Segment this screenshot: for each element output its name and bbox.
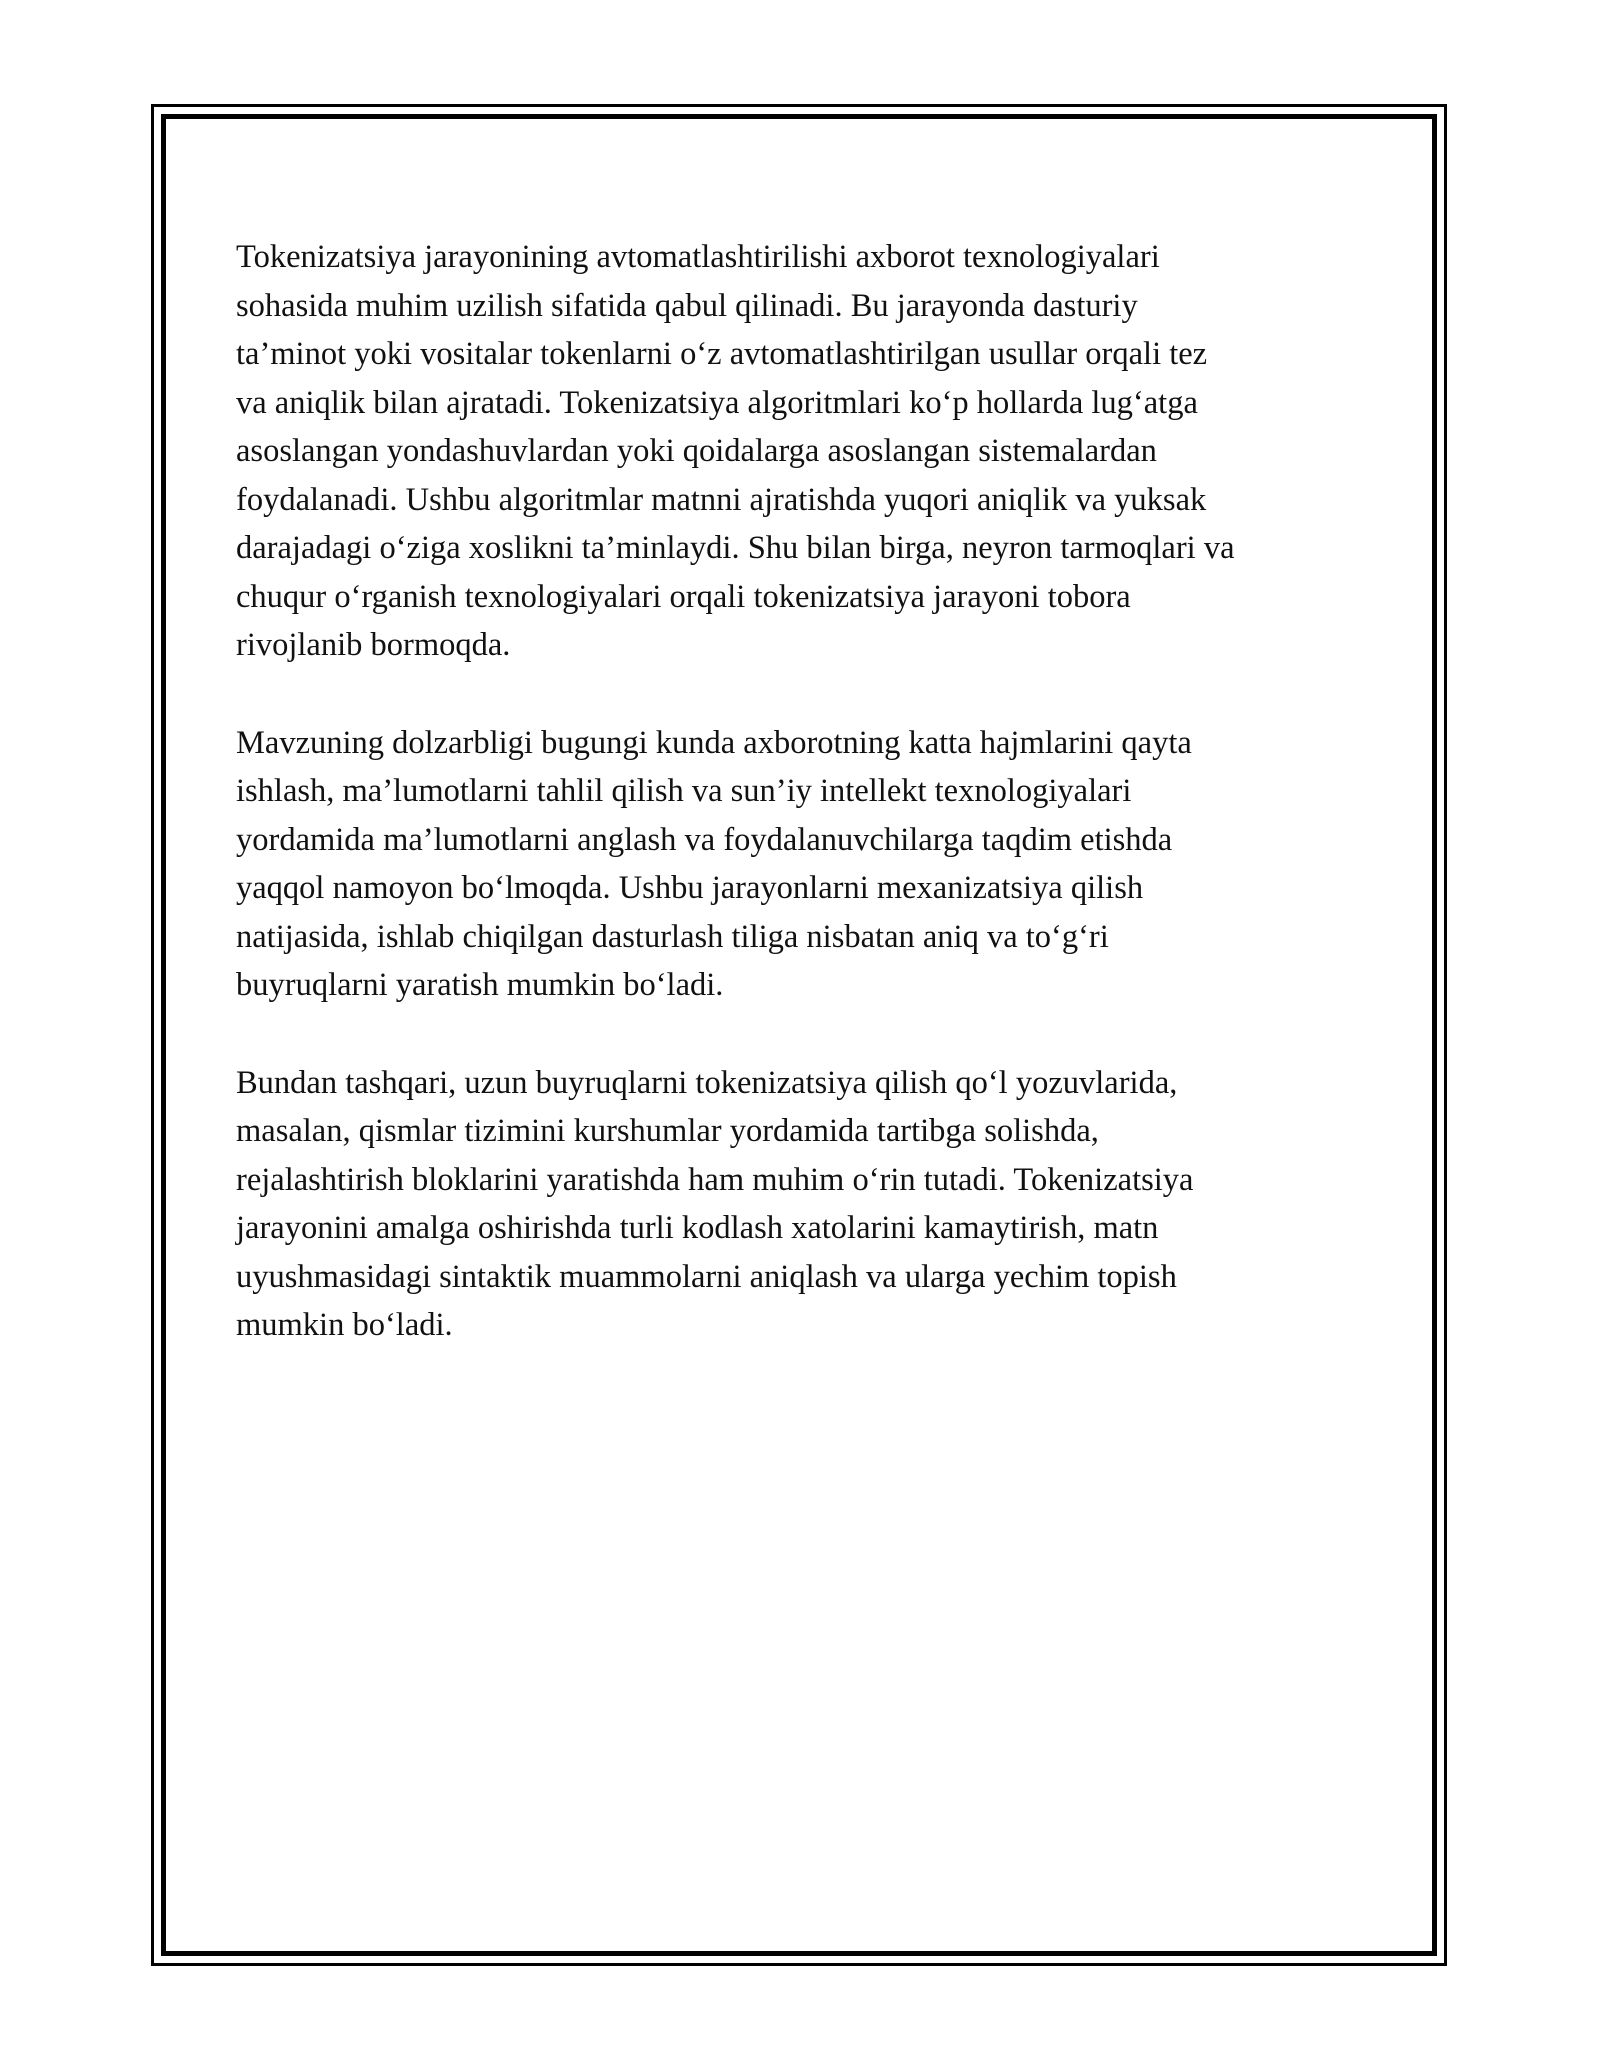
paragraph-1: Tokenizatsiya jarayonining avtomatlashtirilishi axborot texnologiyalari sohasida muhim uzilish sifatida qabul qilinadi. Bu jarayonda dasturiy ta’minot yoki vositalar tokenlarni o‘z avtomatlashtirilgan usullar orqali tez va aniqlik bilan ajratadi. Tokenizatsiya algoritmlari ko‘p hollarda lug‘atga asoslangan yondashuvlardan yoki qoidalarga asoslangan sistemalardan foydalanadi. Ushbu algoritmlar matnni ajratishda yuqori aniqlik va yuksak darajadagi o‘ziga xoslikni ta’minlaydi. Shu bilan birga, neyron tarmoqlari va chuqur o‘rganish texnologiyalari orqali tokenizatsiya jarayoni tobora rivojlanib bormoqda. (236, 239, 1235, 663)
document-body (236, 233, 1366, 1399)
paragraph-3: Bundan tashqari, uzun buyruqlarni tokenizatsiya qilish qo‘l yozuvlarida, masalan, qismlar tizimini kurshumlar yordamida tartibga solishda, rejalashtirish bloklarini yaratishda ham muhim o‘rin tutadi. Tokenizatsiya jarayonini amalga oshirishda turli kodlash xatolarini kamaytirish, matn uyushmasidagi sintaktik muammolarni aniqlash va ularga yechim topish mumkin bo‘ladi. (236, 1064, 1194, 1343)
paragraph-2: Mavzuning dolzarbligi bugungi kunda axborotning katta hajmlarini qayta ishlash, ma’lumotlarni tahlil qilish va sun’iy intellekt texnologiyalari yordamida ma’lumotlarni anglash va foydalanuvchilarga taqdim etishda yaqqol namoyon bo‘lmoqda. Ushbu jarayonlarni mexanizatsiya qilish natijasida, ishlab chiqilgan dasturlash tiliga nisbatan aniq va to‘g‘ri buyruqlarni yaratish mumkin bo‘ladi. (236, 724, 1192, 1003)
